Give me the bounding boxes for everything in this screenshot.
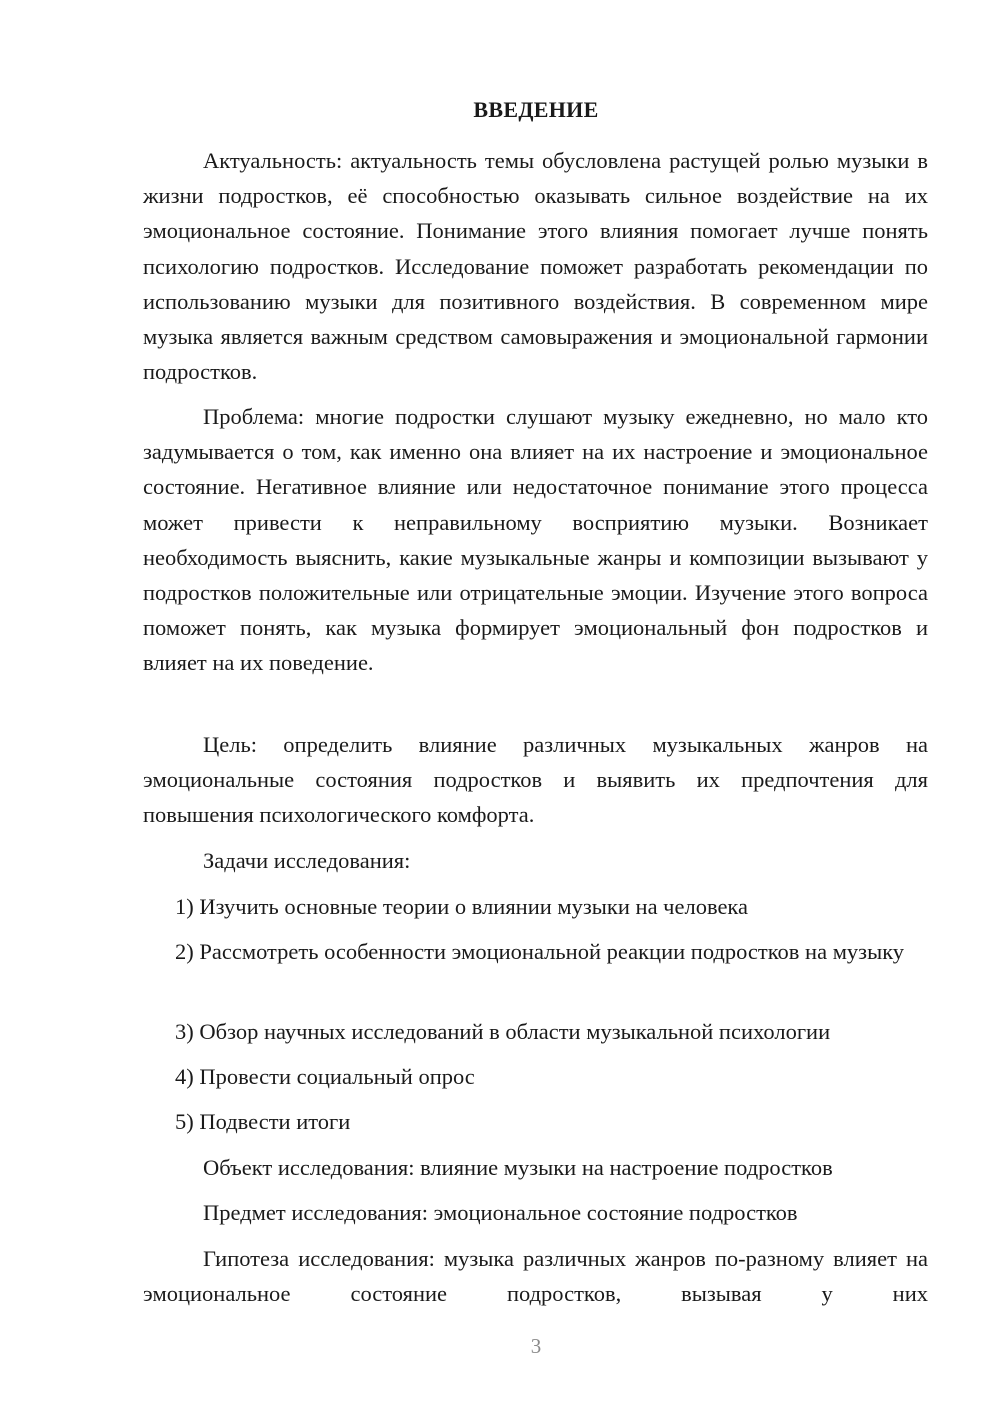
goal-paragraph: Цель: определить влияние различных музыкальных жанров на эмоциональные состояния подростков и выявить их предпочтения для повышения психологического комфорта. [143,732,928,828]
task-item-2: 2) Рассмотреть особенности эмоциональной реакции подростков на музыку [175,939,905,964]
page-number: 3 [530,1334,542,1358]
task-item-3: 3) Обзор научных исследований в области музыкальной психологии [175,1019,831,1044]
tasks-heading: Задачи исследования: [203,848,411,873]
subject-line: Предмет исследования: эмоциональное состояние подростков [203,1200,798,1225]
object-line: Объект исследования: влияние музыки на настроение подростков [203,1155,833,1180]
problem-paragraph: Проблема: многие подростки слушают музыку ежедневно, но мало кто задумывается о том, как именно она влияет на их настроение и эмоциональное состояние. Негативное влияние или недостаточное понимание этого процесса может привести к неправильному восприятию музыки. Возникает необходимость выяснить, какие музыкальные жанры и композиции вызывают у подростков положительные или отрицательные эмоции. Изучение этого вопроса поможет понять, как музыка формирует эмоциональный фон подростков и влияет на их поведение. [143,404,928,676]
task-item-1: 1) Изучить основные теории о влиянии музыки на человека [175,894,749,919]
task-item-4: 4) Провести социальный опрос [175,1064,475,1089]
relevance-paragraph: Актуальность: актуальность темы обусловлена растущей ролью музыки в жизни подростков, её способностью оказывать сильное воздействие на их эмоциональное состояние. Понимание этого влияния помогает лучше понять психологию подростков. Исследование поможет разработать рекомендации по использованию музыки для позитивного воздействия. В современном мире музыка является важным средством самовыражения и эмоциональной гармонии подростков. [143,148,928,385]
task-item-5: 5) Подвести итоги [175,1109,351,1134]
hypothesis-paragraph: Гипотеза исследования: музыка различных жанров по-разному влияет на эмоциональное состояние подростков, вызывая у них [143,1246,928,1307]
section-title: ВВЕДЕНИЕ [473,97,599,122]
